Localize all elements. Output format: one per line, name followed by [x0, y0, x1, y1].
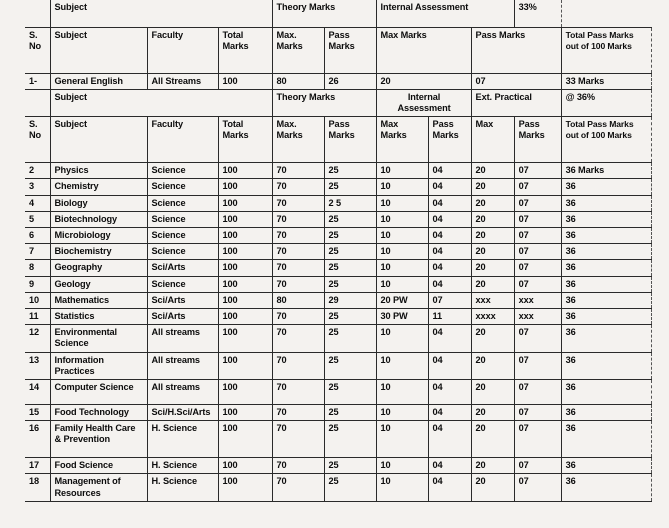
cell-theory-max: 70	[272, 352, 324, 379]
table-row	[25, 211, 651, 227]
cell-theory-pass: 25	[324, 308, 376, 324]
cell-total-marks: 100	[218, 292, 272, 308]
col2-header-sno: S. No	[25, 117, 50, 163]
cell-total-pass: 36	[561, 227, 651, 243]
cell-ext-pass: 07	[514, 260, 561, 276]
cell-total-pass: 36	[561, 179, 651, 195]
cell-theory-pass: 26	[324, 73, 376, 89]
cell-ext-pass: xxx	[514, 308, 561, 324]
cell-subject: Mathematics	[50, 292, 147, 308]
cell-total-marks: 100	[218, 73, 272, 89]
cell-ext-pass: 07	[514, 276, 561, 292]
cell-total-marks: 100	[218, 227, 272, 243]
table-row	[25, 163, 651, 179]
cell-internal-pass: 04	[428, 163, 471, 179]
cell-total-marks: 100	[218, 458, 272, 474]
cell-ext-pass: 07	[514, 211, 561, 227]
cell-internal-max: 10	[376, 244, 428, 260]
table-one-group-header-row	[25, 0, 651, 27]
cell-sno: 17	[25, 458, 50, 474]
cell-total-marks: 100	[218, 308, 272, 324]
cell-total-pass: 36	[561, 211, 651, 227]
cell-subject: Food Technology	[50, 404, 147, 420]
col-header-theory-max-marks: Max. Marks	[272, 27, 324, 73]
cell-internal-pass: 04	[428, 211, 471, 227]
group2-header-percent: @ 36%	[561, 89, 651, 116]
cell-ext-max: 20	[471, 325, 514, 352]
cell-total-pass: 36	[561, 244, 651, 260]
cell-subject: Family Health Care & Prevention	[50, 421, 147, 458]
cell-faculty: All streams	[147, 352, 218, 379]
group-header-percent: 33%	[514, 0, 561, 27]
cell-total-pass: 36	[561, 276, 651, 292]
table-row	[25, 195, 651, 211]
group2-header-internal-assessment: Internal Assessment	[376, 89, 471, 116]
table-row	[25, 73, 651, 89]
cell-ext-max: 20	[471, 352, 514, 379]
cell-internal-pass: 04	[428, 404, 471, 420]
cell-subject: Chemistry	[50, 179, 147, 195]
col2-header-ext-max: Max	[471, 117, 514, 163]
cell-faculty: Science	[147, 163, 218, 179]
group2-header-subject: Subject	[50, 89, 272, 116]
cell-internal-max: 10	[376, 260, 428, 276]
cell-ext-pass: 07	[514, 379, 561, 404]
cell-theory-max: 70	[272, 308, 324, 324]
cell-ext-max: 20	[471, 244, 514, 260]
cell-ext-pass: 07	[514, 404, 561, 420]
cell-total-marks: 100	[218, 211, 272, 227]
cell-subject: Computer Science	[50, 379, 147, 404]
table-two-group-header-row	[25, 89, 651, 116]
cell-faculty: Sci/Arts	[147, 292, 218, 308]
cell-total-pass: 36	[561, 260, 651, 276]
col-header-sno: S. No	[25, 27, 50, 73]
marks-scheme-table	[25, 0, 652, 502]
table-one-column-header-row	[25, 27, 651, 73]
cell-internal-pass: 04	[428, 179, 471, 195]
cell-theory-pass: 29	[324, 292, 376, 308]
cell-internal-max: 10	[376, 227, 428, 243]
cell-sno: 18	[25, 474, 50, 501]
cell-total-pass: 36	[561, 474, 651, 501]
group2-header-ext-practical: Ext. Practical	[471, 89, 561, 116]
cell-internal-pass: 07	[471, 73, 561, 89]
cell-ext-pass: 07	[514, 352, 561, 379]
cell-ext-max: 20	[471, 179, 514, 195]
cell-subject: Biochemistry	[50, 244, 147, 260]
table-row	[25, 474, 651, 501]
cell-subject: Biology	[50, 195, 147, 211]
cell-sno: 16	[25, 421, 50, 458]
group-header-theory-marks: Theory Marks	[272, 0, 376, 27]
cell-internal-max: 10	[376, 276, 428, 292]
cell-sno: 13	[25, 352, 50, 379]
cell-theory-pass: 25	[324, 421, 376, 458]
cell-ext-max: 20	[471, 260, 514, 276]
cell-sno: 15	[25, 404, 50, 420]
cell-internal-max: 10	[376, 404, 428, 420]
cell-subject: Management of Resources	[50, 474, 147, 501]
cell-ext-max: xxxx	[471, 308, 514, 324]
cell-ext-pass: 07	[514, 458, 561, 474]
cell-total-marks: 100	[218, 421, 272, 458]
cell-theory-pass: 25	[324, 179, 376, 195]
cell-theory-max: 70	[272, 163, 324, 179]
cell-theory-pass: 25	[324, 276, 376, 292]
table-row	[25, 179, 651, 195]
cell-sno: 11	[25, 308, 50, 324]
cell-ext-pass: 07	[514, 421, 561, 458]
col-header-total-marks: Total Marks	[218, 27, 272, 73]
cell-sno: 2	[25, 163, 50, 179]
cell-ext-max: 20	[471, 195, 514, 211]
cell-internal-max: 10	[376, 458, 428, 474]
cell-theory-pass: 25	[324, 260, 376, 276]
cell-faculty: Science	[147, 211, 218, 227]
cell-theory-pass: 25	[324, 244, 376, 260]
cell-subject: Environmental Science	[50, 325, 147, 352]
table-row	[25, 260, 651, 276]
cell-theory-max: 70	[272, 244, 324, 260]
cell-faculty: H. Science	[147, 458, 218, 474]
cell-faculty: Sci/H.Sci/Arts	[147, 404, 218, 420]
col2-header-internal-max-marks: Max Marks	[376, 117, 428, 163]
cell-theory-pass: 25	[324, 211, 376, 227]
cell-theory-max: 80	[272, 292, 324, 308]
cell-theory-max: 70	[272, 227, 324, 243]
cell-sno: 6	[25, 227, 50, 243]
cell-theory-pass: 2 5	[324, 195, 376, 211]
cell-subject: Information Practices	[50, 352, 147, 379]
cell-internal-pass: 04	[428, 379, 471, 404]
cell-total-marks: 100	[218, 260, 272, 276]
cell-ext-max: 20	[471, 276, 514, 292]
col-header-internal-pass-marks: Pass Marks	[471, 27, 561, 73]
cell-ext-pass: 07	[514, 195, 561, 211]
cell-subject: Geology	[50, 276, 147, 292]
cell-internal-max: 10	[376, 325, 428, 352]
cell-faculty: Science	[147, 244, 218, 260]
table-two-column-header-row	[25, 117, 651, 163]
cell-theory-max: 70	[272, 211, 324, 227]
cell-faculty: All Streams	[147, 73, 218, 89]
cell-theory-max: 70	[272, 179, 324, 195]
cell-sno: 4	[25, 195, 50, 211]
cell-faculty: Science	[147, 179, 218, 195]
cell-theory-pass: 25	[324, 404, 376, 420]
cell-total-marks: 100	[218, 179, 272, 195]
cell-internal-max: 10	[376, 195, 428, 211]
col2-header-internal-pass-marks: Pass Marks	[428, 117, 471, 163]
table-row	[25, 352, 651, 379]
cell-internal-max: 10	[376, 163, 428, 179]
cell-subject: Physics	[50, 163, 147, 179]
cell-internal-max: 30 PW	[376, 308, 428, 324]
cell-ext-max: 20	[471, 227, 514, 243]
cell-faculty: Science	[147, 227, 218, 243]
cell-total-marks: 100	[218, 163, 272, 179]
cell-total-marks: 100	[218, 276, 272, 292]
cell-theory-pass: 25	[324, 458, 376, 474]
table-row	[25, 276, 651, 292]
cell-internal-pass: 07	[428, 292, 471, 308]
cell-sno: 10	[25, 292, 50, 308]
cell-ext-pass: xxx	[514, 292, 561, 308]
cell-total-pass: 36 Marks	[561, 163, 651, 179]
table-row	[25, 227, 651, 243]
col-header-internal-max-marks: Max Marks	[376, 27, 471, 73]
cell-theory-max: 70	[272, 325, 324, 352]
table-row	[25, 308, 651, 324]
cell-faculty: H. Science	[147, 474, 218, 501]
cell-subject: Food Science	[50, 458, 147, 474]
cell-internal-max: 10	[376, 352, 428, 379]
group2-header-spacer-sno	[25, 89, 50, 116]
cell-faculty: All streams	[147, 325, 218, 352]
cell-internal-pass: 04	[428, 260, 471, 276]
table-row	[25, 404, 651, 420]
cell-total-marks: 100	[218, 379, 272, 404]
group-header-internal-assessment: Internal Assessment	[376, 0, 514, 27]
cell-theory-pass: 25	[324, 227, 376, 243]
cell-ext-max: 20	[471, 458, 514, 474]
cell-faculty: Science	[147, 276, 218, 292]
cell-ext-pass: 07	[514, 163, 561, 179]
col-header-theory-pass-marks: Pass Marks	[324, 27, 376, 73]
cell-theory-max: 70	[272, 195, 324, 211]
cell-sno: 12	[25, 325, 50, 352]
cell-faculty: Sci/Arts	[147, 308, 218, 324]
cell-internal-max: 10	[376, 421, 428, 458]
cell-total-pass: 36	[561, 292, 651, 308]
cell-total-marks: 100	[218, 325, 272, 352]
cell-theory-max: 70	[272, 260, 324, 276]
cell-faculty: H. Science	[147, 421, 218, 458]
cell-internal-pass: 04	[428, 325, 471, 352]
cell-total-marks: 100	[218, 244, 272, 260]
cell-ext-pass: 07	[514, 227, 561, 243]
cell-theory-pass: 25	[324, 352, 376, 379]
cell-ext-max: 20	[471, 163, 514, 179]
cell-internal-max: 20	[376, 73, 471, 89]
table-row	[25, 458, 651, 474]
col2-header-faculty: Faculty	[147, 117, 218, 163]
group-header-subject: Subject	[50, 0, 272, 27]
cell-ext-max: 20	[471, 474, 514, 501]
table-row	[25, 325, 651, 352]
table-row	[25, 379, 651, 404]
cell-internal-max: 10	[376, 474, 428, 501]
cell-ext-max: 20	[471, 379, 514, 404]
cell-theory-pass: 25	[324, 325, 376, 352]
cell-total-marks: 100	[218, 195, 272, 211]
cell-theory-max: 70	[272, 421, 324, 458]
col2-header-subject: Subject	[50, 117, 147, 163]
cell-subject: Geography	[50, 260, 147, 276]
cell-sno: 1-	[25, 73, 50, 89]
cell-faculty: All streams	[147, 379, 218, 404]
cell-internal-pass: 04	[428, 244, 471, 260]
cell-total-marks: 100	[218, 474, 272, 501]
cell-sno: 14	[25, 379, 50, 404]
group2-header-theory-marks: Theory Marks	[272, 89, 376, 116]
cell-theory-pass: 25	[324, 379, 376, 404]
col-header-faculty: Faculty	[147, 27, 218, 73]
cell-internal-pass: 04	[428, 195, 471, 211]
cell-sno: 5	[25, 211, 50, 227]
cell-ext-max: 20	[471, 404, 514, 420]
cell-theory-pass: 25	[324, 163, 376, 179]
group-header-spacer-sno	[25, 0, 50, 27]
col2-header-theory-max-marks: Max. Marks	[272, 117, 324, 163]
cell-total-pass: 36	[561, 325, 651, 352]
cell-sno: 9	[25, 276, 50, 292]
cell-total-pass: 36	[561, 352, 651, 379]
cell-theory-pass: 25	[324, 474, 376, 501]
col2-header-total-marks: Total Marks	[218, 117, 272, 163]
table-row	[25, 244, 651, 260]
cell-theory-max: 70	[272, 276, 324, 292]
cell-ext-pass: 07	[514, 179, 561, 195]
cell-internal-max: 20 PW	[376, 292, 428, 308]
cell-internal-pass: 04	[428, 458, 471, 474]
cell-sno: 8	[25, 260, 50, 276]
col-header-total-pass-marks: Total Pass Marks out of 100 Marks	[561, 27, 651, 73]
cell-sno: 3	[25, 179, 50, 195]
cell-total-pass: 36	[561, 458, 651, 474]
cell-internal-pass: 04	[428, 421, 471, 458]
cell-theory-max: 70	[272, 404, 324, 420]
table-row	[25, 421, 651, 458]
col2-header-ext-pass-marks: Pass Marks	[514, 117, 561, 163]
cell-ext-pass: 07	[514, 474, 561, 501]
cell-subject: Biotechnology	[50, 211, 147, 227]
cell-internal-pass: 04	[428, 352, 471, 379]
cell-theory-max: 70	[272, 474, 324, 501]
cell-theory-max: 70	[272, 458, 324, 474]
cell-faculty: Sci/Arts	[147, 260, 218, 276]
col2-header-theory-pass-marks: Pass Marks	[324, 117, 376, 163]
col2-header-total-pass-marks: Total Pass Marks out of 100 Marks	[561, 117, 651, 163]
cell-total-pass: 36	[561, 404, 651, 420]
cell-internal-pass: 11	[428, 308, 471, 324]
cell-ext-max: 20	[471, 421, 514, 458]
cell-ext-max: xxx	[471, 292, 514, 308]
col-header-subject: Subject	[50, 27, 147, 73]
cell-ext-pass: 07	[514, 325, 561, 352]
cell-theory-max: 70	[272, 379, 324, 404]
table-row	[25, 292, 651, 308]
cell-theory-max: 80	[272, 73, 324, 89]
cell-total-pass: 33 Marks	[561, 73, 651, 89]
cell-ext-max: 20	[471, 211, 514, 227]
cell-faculty: Science	[147, 195, 218, 211]
cell-subject: Statistics	[50, 308, 147, 324]
cell-total-pass: 36	[561, 379, 651, 404]
cell-internal-pass: 04	[428, 474, 471, 501]
cell-internal-max: 10	[376, 179, 428, 195]
cell-internal-max: 10	[376, 211, 428, 227]
cell-total-pass: 36	[561, 308, 651, 324]
cell-subject: General English	[50, 73, 147, 89]
cell-ext-pass: 07	[514, 244, 561, 260]
cell-sno: 7	[25, 244, 50, 260]
cell-internal-max: 10	[376, 379, 428, 404]
cell-total-marks: 100	[218, 404, 272, 420]
cell-total-marks: 100	[218, 352, 272, 379]
cell-internal-pass: 04	[428, 227, 471, 243]
cell-internal-pass: 04	[428, 276, 471, 292]
cell-total-pass: 36	[561, 421, 651, 458]
cell-total-pass: 36	[561, 195, 651, 211]
cell-subject: Microbiology	[50, 227, 147, 243]
